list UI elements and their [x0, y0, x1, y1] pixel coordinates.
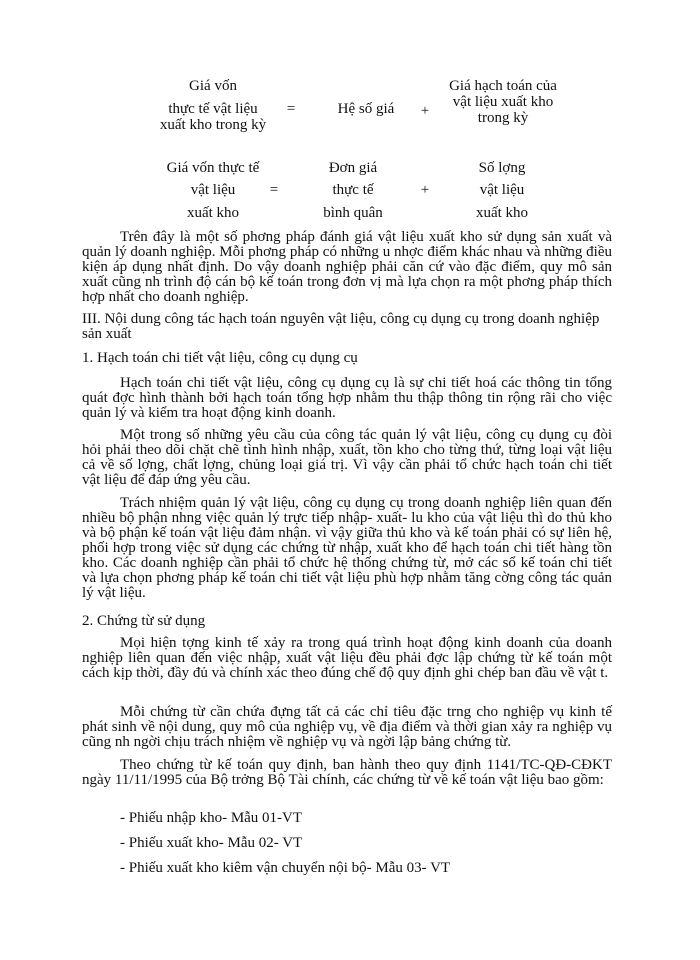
paragraph-methods-summary: Trên đây là một số phơng pháp đánh giá vật liệu xuất kho sử dụng sản xuất và quản lý doanh nghiệp. Mỗi phơng pháp có những u nhợc điểm khác nhau và những điều kiện áp dụng nhất định. Do vậy doanh nghiệp phải căn cứ vào đặc điểm, quy mô sản xuất cũng nh trình độ cán bộ kế toán trong đơn vị mà lựa chọn ra một phơng pháp thích hợp nhất cho doanh nghiệp. [82, 229, 612, 305]
formula2-middle-line1: Đơn giá [328, 160, 378, 176]
formula1-left-line2: thực tế vật liệu [168, 101, 258, 117]
section-heading-iii: III. Nội dung công tác hạch toán nguyên vật liệu, công cụ dụng cụ trong doanh nghiệp sản xuất [82, 311, 600, 342]
paragraph-regulation: Theo chứng từ kế toán quy định, ban hành theo quy định 1141/TC-QĐ-CĐKT ngày 11/11/1995 của Bộ trởng Bộ Tài chính, các chứng từ về kế toán vật liệu bao gồm: [82, 757, 612, 788]
list-item: - Phiếu xuất kho kiêm vận chuyển nội bộ- Mẫu 03- VT [120, 860, 451, 876]
formula1-right-line3: trong kỳ [477, 110, 529, 126]
formula1-equals: = [286, 101, 296, 117]
formula1-right-line1: Giá hạch toán của [449, 78, 557, 94]
formula2-right-line2: vật liệu [479, 182, 525, 198]
formula1-right-line2: vật liệu xuất kho [452, 94, 554, 110]
formula1-left-line1: Giá vốn [189, 78, 237, 94]
paragraph-management-requirements: Một trong số những yêu cầu của công tác quản lý vật liệu, công cụ dụng cụ đòi hỏi phải theo dõi chặt chẽ tình hình nhập, xuất, tồn kho cho từng thứ, từng loại vật liệu cả về số lợng, chất lợng, chủng loại giá trị. Vì vậy cần phải tổ chức hạch toán chi tiết vật liệu để đáp ứng yêu cầu. [82, 427, 612, 488]
paragraph-responsibility: Trách nhiệm quản lý vật liệu, công cụ dụng cụ trong doanh nghiệp liên quan đến nhiều bộ phận nhng việc quản lý trực tiếp nhập- xuất- lu kho của vật liệu thì do thủ kho và bộ phận kế toán vật liệu đảm nhận. vì vậy giữa thủ kho và kế toán phải có sự liên hệ, phối hợp trong việc sử dụng các chứng từ nhập, xuất kho để hạch toán chi tiết hàng tồn kho. Các doanh nghiệp cần phải tổ chức hệ thống chứng từ, mở các sổ kế toán chi tiết và lựa chọn phơng pháp kế toán chi tiết vật liệu phù hợp nhằm tăng cờng công tác quản lý vật liệu. [82, 495, 612, 601]
formula2-middle-line3: bình quân [323, 205, 383, 221]
formula2-left-line1: Giá vốn thực tế [166, 160, 260, 176]
formula2-left-line3: xuất kho [186, 205, 240, 221]
formula2-right-line1: Số lợng [478, 160, 526, 176]
list-item: - Phiếu nhập kho- Mẫu 01-VT [120, 810, 303, 826]
formula2-middle-line2: thực tế [332, 182, 374, 198]
formula2-plus: + [420, 182, 430, 198]
formula1-plus: + [420, 103, 430, 119]
formula2-right-line3: xuất kho [475, 205, 529, 221]
paragraph-document-content: Mỗi chứng từ cần chứa đựng tất cả các chỉ tiêu đặc trng cho nghiệp vụ kinh tế phát sinh về nội dung, quy mô của nghiệp vụ, về địa điểm và thời gian xảy ra nghiệp vụ cũng nh ngời chịu trách nhiệm về nghiệp vụ và ngời lập bảng chứng từ. [82, 704, 612, 750]
formula1-left-line3: xuất kho trong kỳ [159, 117, 267, 133]
paragraph-detail-accounting: Hạch toán chi tiết vật liệu, công cụ dụng cụ là sự chi tiết hoá các thông tin tổng quát đợc hình thành bởi hạch toán tổng hợp nhằm thu thập thông tin rộng rãi cho việc quản lý và kiểm tra hoạt động kinh doanh. [82, 375, 612, 421]
formula2-left-line2: vật liệu [190, 182, 236, 198]
formula2-equals: = [269, 182, 279, 198]
subsection-heading-1: 1. Hạch toán chi tiết vật liệu, công cụ dụng cụ [82, 350, 358, 366]
subsection-heading-2: 2. Chứng từ sử dụng [82, 613, 206, 629]
paragraph-economic-phenomena: Mọi hiện tợng kinh tế xảy ra trong quá trình hoạt động kinh doanh của doanh nghiệp liên quan đến việc nhập, xuất vật liệu đều phải đợc lập chứng từ kế toán một cách kịp thời, đầy đủ và chính xác theo đúng chế độ quy định ghi chép ban đầu về vật t. [82, 635, 612, 681]
formula1-middle: Hệ số giá [337, 101, 395, 117]
list-item: - Phiếu xuất kho- Mẫu 02- VT [120, 835, 303, 851]
